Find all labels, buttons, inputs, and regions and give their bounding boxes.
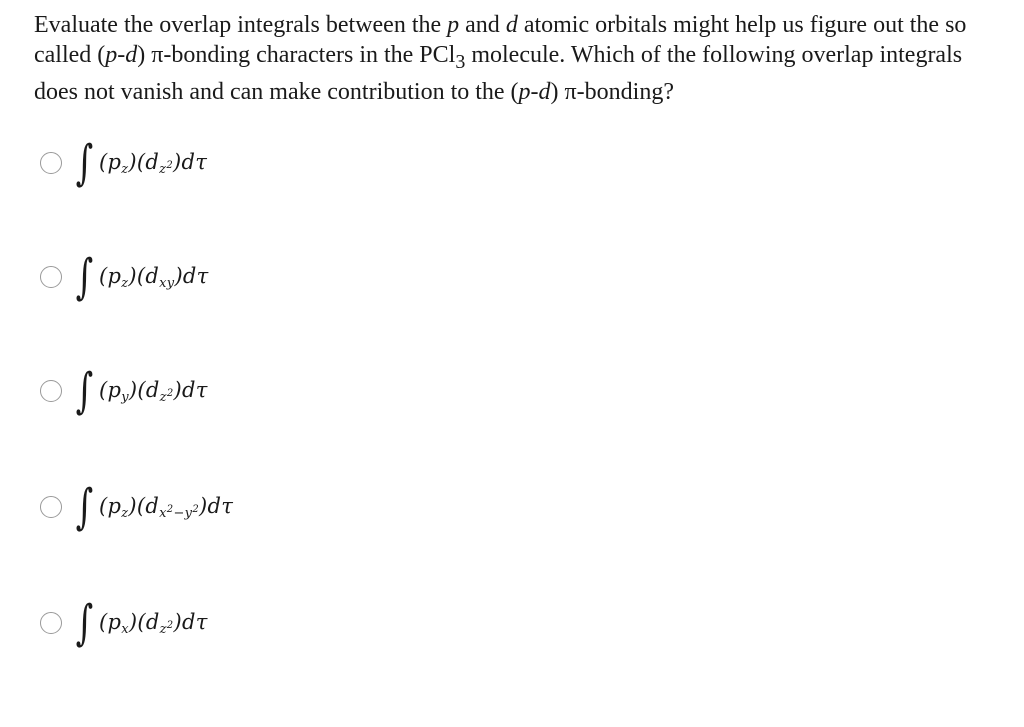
p-subscript: y: [121, 389, 129, 405]
d-subscript: [159, 159, 173, 177]
subscript-3: 3: [455, 50, 466, 73]
integral-sign: ∫: [75, 135, 94, 191]
d-superscript: 2: [166, 159, 173, 171]
d-subscript-text: z: [159, 161, 167, 177]
d-tau: )dτ: [173, 377, 208, 402]
orbital-p: p: [447, 12, 460, 38]
p-subscript: z: [121, 161, 129, 177]
integral-sign: ∫: [75, 479, 94, 535]
radio-button[interactable]: [40, 496, 62, 518]
d-term: )(d: [128, 493, 160, 518]
question-segment: and: [459, 12, 506, 38]
option-formula: [72, 135, 208, 191]
p-subscript: z: [121, 275, 129, 291]
d-superscript: 2: [166, 387, 174, 399]
d-term: )(d: [128, 149, 160, 174]
d-term: )(d: [128, 263, 160, 288]
d-subscript-text: x: [159, 505, 167, 521]
orbital-p: p: [105, 42, 118, 68]
integrand: [99, 610, 208, 637]
d-superscript: 2: [166, 503, 174, 515]
option-formula: [72, 479, 234, 535]
p-term: (p: [99, 149, 122, 174]
option-3[interactable]: [40, 356, 208, 426]
d-tau: )dτ: [173, 609, 208, 634]
integral-sign: ∫: [75, 363, 94, 419]
d-tau: )dτ: [172, 149, 208, 174]
d-subscript-text: z: [159, 389, 167, 405]
option-formula: [72, 595, 208, 651]
p-subscript: z: [121, 505, 129, 521]
radio-button[interactable]: [40, 152, 62, 174]
d-term: )(d: [128, 377, 160, 402]
question-segment: ) π-bonding characters in the PCl: [137, 42, 456, 68]
orbital-d: d: [125, 42, 138, 68]
d-subscript-text: z: [159, 621, 167, 637]
orbital-d: d: [505, 12, 518, 38]
d-tau: )dτ: [198, 493, 234, 518]
option-4[interactable]: [40, 472, 233, 542]
radio-button[interactable]: [40, 612, 62, 634]
integrand: [99, 264, 209, 291]
d-subscript: [159, 276, 174, 291]
integral-sign: ∫: [75, 249, 94, 305]
question-text: [34, 10, 1009, 107]
option-formula: [72, 249, 209, 305]
integral-sign: ∫: [75, 595, 94, 651]
d-term: )(d: [128, 609, 160, 634]
d-superscript: 2: [166, 619, 174, 631]
option-5[interactable]: [40, 588, 208, 658]
integrand: [99, 150, 207, 177]
p-term: (p: [99, 263, 122, 288]
question-segment: Evaluate the overlap integrals between the: [34, 12, 448, 38]
question-segment: ) π-bonding?: [550, 78, 674, 105]
d-subscript: [159, 619, 174, 637]
option-2[interactable]: [40, 242, 209, 312]
radio-button[interactable]: [40, 380, 62, 402]
d-superscript: 2: [192, 503, 199, 515]
d-tau: )dτ: [174, 263, 209, 288]
d-subscript: [159, 503, 199, 521]
p-term: (p: [99, 377, 122, 402]
p-subscript: x: [121, 621, 129, 637]
d-subscript-text: xy: [159, 275, 175, 291]
option-1[interactable]: [40, 128, 207, 198]
question-segment: -: [530, 78, 539, 105]
question-segment: atomic orbitals might help us figure out the so called (: [34, 12, 967, 68]
p-term: (p: [99, 609, 122, 634]
question-segment: molecule. Which of the following overlap integrals does not vanish and can make contribution to the (: [34, 42, 963, 105]
d-subscript: [159, 387, 174, 405]
integrand: [99, 378, 208, 405]
question-segment: -: [117, 42, 126, 68]
p-term: (p: [99, 493, 122, 518]
integrand: [99, 494, 233, 521]
option-formula: [72, 363, 208, 419]
radio-button[interactable]: [40, 266, 62, 288]
d-subscript-text: −y: [173, 505, 193, 521]
orbital-d: d: [538, 78, 551, 105]
orbital-p: p: [518, 78, 531, 105]
